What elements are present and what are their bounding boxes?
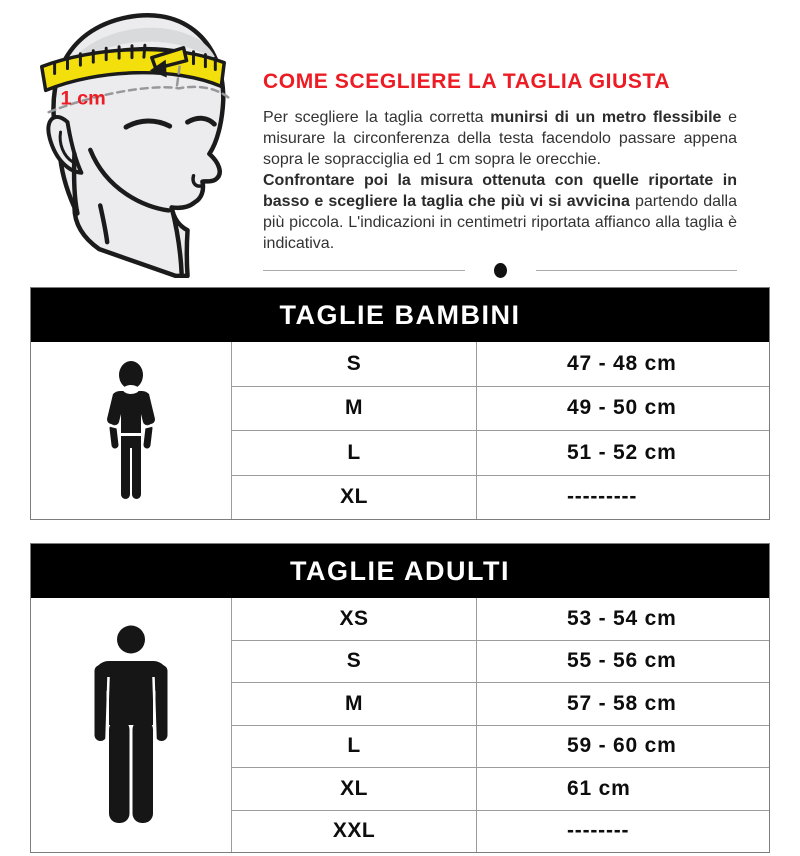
adult-icon-cell — [31, 598, 232, 852]
table-row — [232, 640, 769, 683]
size-label: L — [232, 431, 477, 475]
children-table-body — [31, 342, 769, 519]
size-value: 53 - 54 cm — [567, 606, 677, 630]
intro-seg1: Per scegliere la taglia corretta — [263, 109, 491, 127]
section-divider — [263, 263, 737, 278]
size-value: 55 - 56 cm — [567, 649, 677, 673]
table-row — [232, 725, 769, 768]
intro-paragraph — [263, 107, 737, 254]
children-sizes-table — [30, 287, 770, 520]
size-label: M — [232, 387, 477, 431]
table-row — [232, 430, 769, 475]
size-label: S — [232, 342, 477, 386]
children-table-header — [31, 288, 769, 342]
size-value: 49 - 50 cm — [567, 396, 677, 420]
adult-table-body — [31, 598, 769, 852]
intro-seg2-bold: munirsi di un metro flessibile — [490, 109, 722, 127]
size-value: 47 - 48 cm — [567, 351, 677, 375]
divider-line-right — [536, 270, 738, 271]
one-cm-label: 1 cm — [60, 87, 106, 110]
page-title: COME SCEGLIERE LA TAGLIA GIUSTA — [263, 70, 671, 93]
size-value: 51 - 52 cm — [567, 440, 677, 464]
child-icon — [103, 361, 159, 501]
size-label: S — [232, 641, 477, 683]
child-icon-cell — [31, 342, 232, 519]
size-value: 61 cm — [567, 776, 631, 800]
adult-sizes-table — [30, 543, 770, 853]
size-label: M — [232, 683, 477, 725]
table-row — [232, 598, 769, 640]
size-label: L — [232, 726, 477, 768]
table-row — [232, 810, 769, 853]
children-rows — [232, 342, 769, 519]
size-value: 57 - 58 cm — [567, 691, 677, 715]
children-table-title: TAGLIE BAMBINI — [279, 299, 521, 330]
head-measurement-illustration — [5, 0, 255, 278]
table-row — [232, 682, 769, 725]
divider-line-left — [263, 270, 465, 271]
size-label: XXL — [232, 811, 477, 853]
adult-table-header — [31, 544, 769, 598]
table-row — [232, 342, 769, 386]
table-row — [232, 767, 769, 810]
size-value: 59 - 60 cm — [567, 734, 677, 758]
adult-rows — [232, 598, 769, 852]
size-label: XS — [232, 598, 477, 640]
divider-dot — [494, 263, 507, 278]
size-label: XL — [232, 768, 477, 810]
intro-seg4-bold: Confrontare poi la misura ottenuta con quelle riportate in basso e scegliere la taglia che più vi si avvicina — [263, 172, 737, 211]
adult-table-title: TAGLIE ADULTI — [290, 555, 510, 586]
intro-seg5: partendo dalla più piccola. L'indicazioni in centimetri riportata affianco alla taglia è indicativa. — [263, 193, 738, 253]
intro-text-block — [263, 0, 737, 278]
size-value: --------- — [567, 485, 638, 509]
table-row — [232, 386, 769, 431]
adult-icon — [94, 625, 168, 825]
intro-seg3: e misurare la circonferenza della testa facendolo passare appena sopra le sopracciglia ed 1 cm sopra le orecchie. — [263, 109, 738, 169]
intro-section — [0, 0, 800, 287]
table-row — [232, 475, 769, 520]
size-value: -------- — [567, 819, 630, 843]
size-label: XL — [232, 476, 477, 520]
